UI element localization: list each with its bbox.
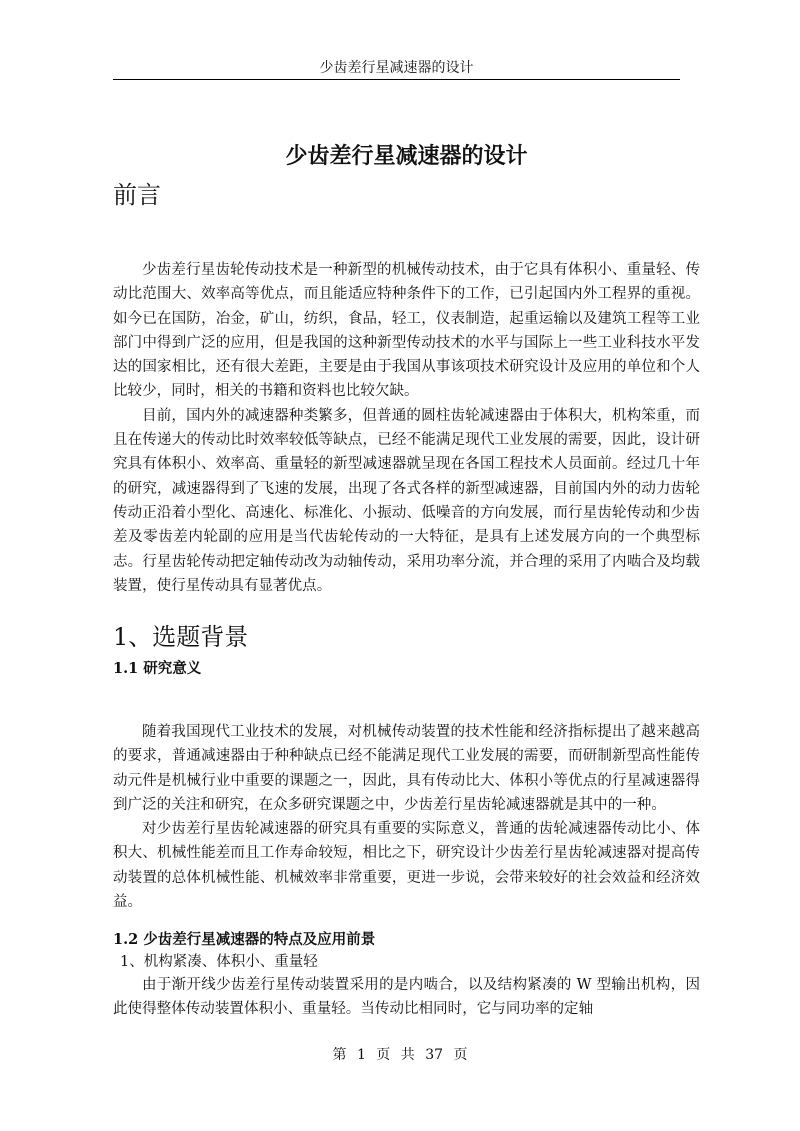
- section-1-2-paragraph-1: 由于渐开线少齿差行星传动装置采用的是内啮合，以及结构紧凑的 W 型输出机构，因此使得整体传动装置体积小、重量轻。当传动比相同时，它与同功率的定轴: [113, 977, 700, 1018]
- preface-heading: 前言: [113, 181, 161, 209]
- header-rule: [113, 79, 680, 80]
- section-1-2-list-item: 1、机构紧凑、体积小、重量轻: [120, 954, 318, 970]
- running-header: 少齿差行星减速器的设计: [319, 60, 474, 76]
- section-1-1-paragraph-1: 随着我国现代工业技术的发展，对机械传动装置的技术性能和经济指标提出了越来越高的要求，普通减速器由于种种缺点已经不能满足现代工业发展的需要，而研制新型高性能传动元件是机械行业中重要的课题之一，因此，具有传动比大、体积小等优点的行星减速器得到广泛的关注和研究，在众多研究课题之中，少齿差行星齿轮减速器就是其中的一种。: [113, 724, 700, 813]
- section-1-2-heading: 1.2 少齿差行星减速器的特点及应用前景: [113, 931, 376, 948]
- preface-paragraph-1: 少齿差行星齿轮传动技术是一种新型的机械传动技术，由于它具有体积小、重量轻、传动比范围大、效率高等优点，而且能适应特种条件下的工作，已引起国内外工程界的重视。如今已在国防，冶金，矿山，纺织，食品，轻工，仪表制造，起重运输以及建筑工程等工业部门中得到广泛的应用，但是我国的这种新型传动技术的水平与国际上一些工业科技水平发达的国家相比，还有很大差距，主要是由于我国从事该项技术研究设计及应用的单位和个人比较少，同时，相关的书籍和资料也比较欠缺。: [113, 262, 700, 400]
- page-number-footer: 第 1 页 共 37 页: [332, 1047, 468, 1063]
- section-1-1-heading: 1.1 研究意义: [113, 660, 202, 677]
- section-1-2-body: [113, 973, 700, 1022]
- preface-body: [113, 258, 700, 598]
- document-title: 少齿差行星减速器的设计: [285, 143, 528, 169]
- section-1-1-paragraph-2: 对少齿差行星齿轮减速器的研究具有重要的实际意义，普通的齿轮减速器传动比小、体积大、机械性能差而且工作寿命较短，相比之下，研究设计少齿差行星齿轮减速器对提高传动装置的总体机械性能、机械效率非常重要，更进一步说，会带来较好的社会效益和经济效益。: [113, 821, 700, 911]
- section-1-heading: 1、选题背景: [113, 623, 249, 651]
- section-1-1-body: [113, 720, 700, 914]
- preface-paragraph-2: 目前，国内外的减速器种类繁多，但普通的圆柱齿轮减速器由于体积大，机构笨重，而且在传递大的传动比时效率较低等缺点，已经不能满足现代工业发展的需要，因此，设计研究具有体积小、效率高、重量轻的新型减速器就呈现在各国工程技术人员面前。经过几十年的研究，减速器得到了飞速的发展，出现了各式各样的新型减速器，目前国内外的动力齿轮传动正沿着小型化、高速化、标准化、小振动、低噪音的方向发展，而行星齿轮传动和少齿差及零齿差内轮副的应用是当代齿轮传动的一大特征，是具有上述发展方向的一个典型标志。行星齿轮传动把定轴传动改为动轴传动，采用功率分流，并合理的采用了内啮合及均载装置，使行星传动具有显著优点。: [113, 407, 700, 594]
